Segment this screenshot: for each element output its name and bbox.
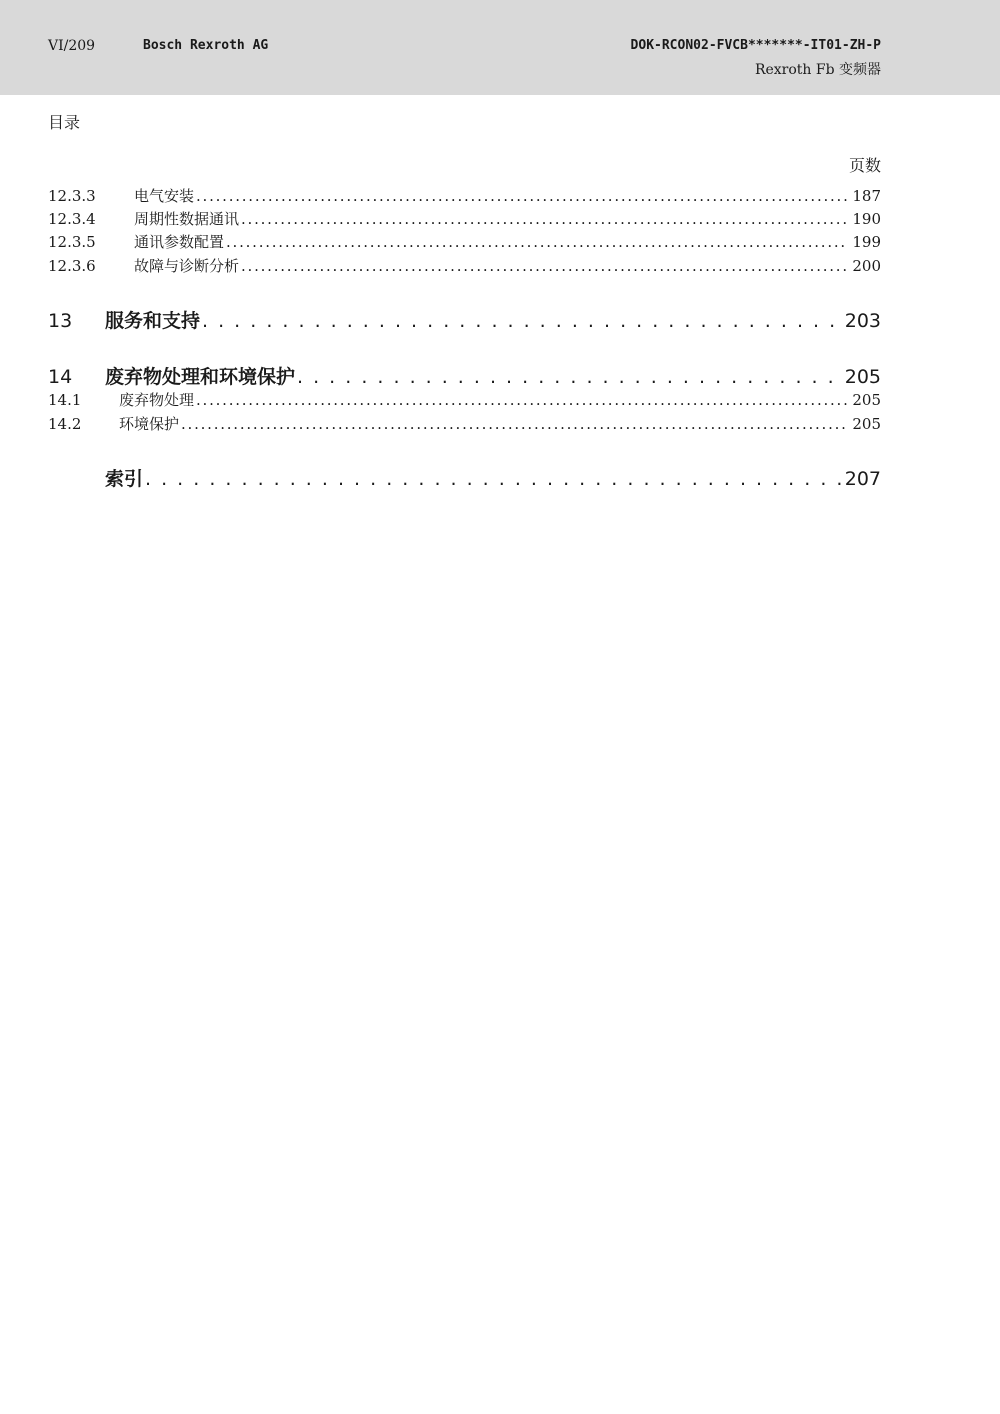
- toc-chapter[interactable]: [48, 306, 881, 334]
- toc-chapter[interactable]: [48, 362, 881, 390]
- toc-entry-page: 200: [852, 257, 881, 275]
- toc-chapter-title: 服务和支持: [105, 310, 201, 332]
- toc-dot-leader: [241, 257, 848, 275]
- toc-dot-leader: [196, 391, 848, 409]
- page-header: [0, 0, 1000, 95]
- toc-chapter-number: 13: [48, 310, 73, 332]
- toc-chapter-page: 203: [844, 310, 881, 332]
- toc-entry-title: 废弃物处理: [119, 391, 195, 409]
- toc-entry-number: 14.1: [48, 391, 82, 409]
- header-doc-id: DOK-RCON02-FVCB*******-IT01-ZH-P: [630, 38, 881, 53]
- toc-entry-page: 205: [852, 391, 881, 409]
- toc-entry-title: 通讯参数配置: [134, 233, 225, 251]
- toc-entry-title: 周期性数据通讯: [134, 210, 240, 228]
- toc-pages-label: 页数: [848, 156, 881, 175]
- toc-entry-number: 12.3.4: [48, 210, 96, 228]
- header-company: Bosch Rexroth AG: [143, 38, 269, 53]
- toc-entry[interactable]: [48, 389, 881, 411]
- toc-chapter-title: 索引: [105, 468, 144, 490]
- toc-entry-page: 187: [852, 187, 881, 205]
- toc-chapter-title: 废弃物处理和环境保护: [105, 366, 296, 388]
- toc-dot-leader: [241, 210, 848, 228]
- toc-entry[interactable]: [48, 208, 881, 230]
- header-product: Rexroth Fb 变频器: [754, 62, 881, 78]
- toc-chapter-page: 207: [844, 468, 881, 490]
- toc-dot-leader: [181, 415, 848, 433]
- toc-entry-number: 14.2: [48, 415, 82, 433]
- toc-entry-number: 12.3.6: [48, 257, 96, 275]
- toc-dot-leader: [297, 366, 841, 388]
- toc-dot-leader: [226, 233, 848, 251]
- toc-entry[interactable]: [48, 255, 881, 277]
- toc-entry-title: 电气安装: [134, 187, 195, 205]
- toc-entry-page: 190: [852, 210, 881, 228]
- toc-dot-leader: [202, 310, 841, 332]
- toc-entry-number: 12.3.5: [48, 233, 96, 251]
- toc-entry-page: 205: [852, 415, 881, 433]
- toc-dot-leader: [145, 468, 841, 490]
- header-page-number: VI/209: [48, 38, 96, 54]
- toc-entry[interactable]: [48, 231, 881, 253]
- toc-chapter-number: 14: [48, 366, 73, 388]
- toc-entry-number: 12.3.3: [48, 187, 96, 205]
- toc-chapter[interactable]: [48, 464, 881, 492]
- toc-entry[interactable]: [48, 413, 881, 435]
- toc-entry-page: 199: [852, 233, 881, 251]
- toc-dot-leader: [196, 187, 848, 205]
- toc-entry-title: 环境保护: [119, 415, 180, 433]
- toc-chapter-page: 205: [844, 366, 881, 388]
- toc-entry[interactable]: [48, 185, 881, 207]
- toc-entry-title: 故障与诊断分析: [134, 257, 240, 275]
- toc-title: 目录: [48, 113, 81, 132]
